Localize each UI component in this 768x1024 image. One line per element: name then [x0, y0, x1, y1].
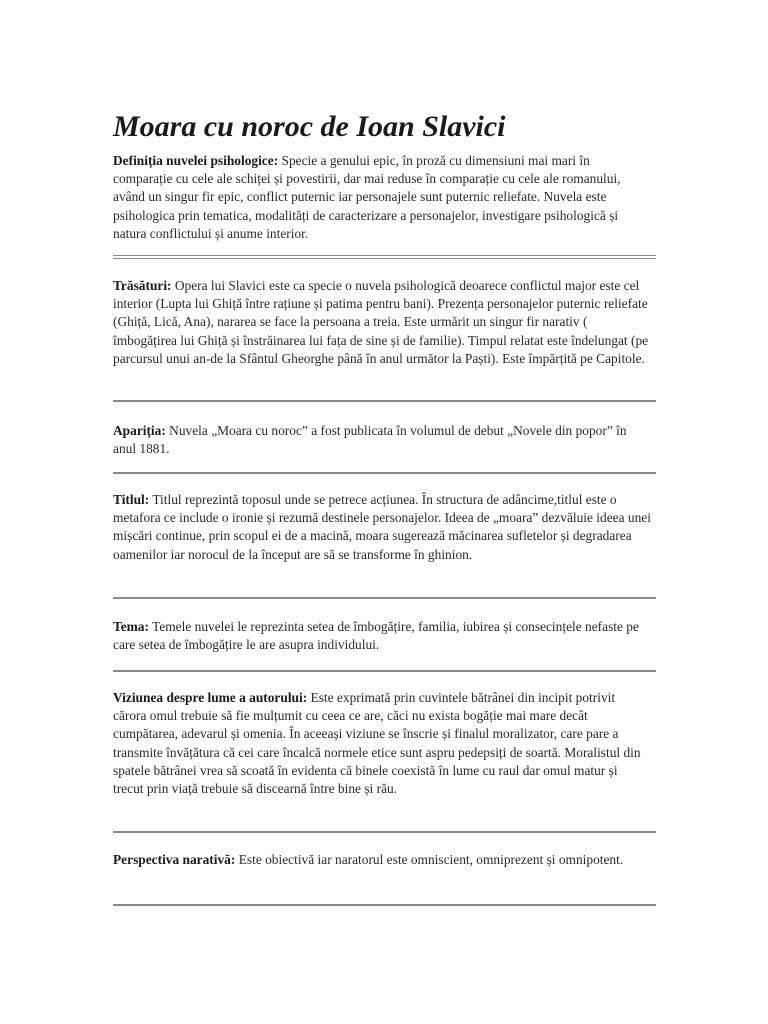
section-divider [113, 904, 656, 906]
section-divider [113, 597, 656, 599]
section-divider [113, 255, 656, 259]
section-trasaturi [113, 277, 651, 368]
section-divider [113, 831, 656, 833]
section-divider [113, 472, 656, 474]
section-divider [113, 670, 656, 672]
section-text: Nuvela „Moara cu noroc” a fost publicata în volumul de debut „Novele din popor” în anul 1881. [113, 423, 627, 457]
section-divider [113, 400, 656, 402]
section-viziunea [113, 689, 651, 798]
section-label: Apariția: [113, 423, 166, 438]
section-tema [113, 618, 651, 654]
section-label: Definiția nuvelei psihologice: [113, 153, 279, 168]
section-text: Specie a genului epic, în proză cu dimensiuni mai mari în comparație cu cele ale schiței și povestirii, dar mai reduse în comparație cu cele ale romanului, având un singur fir epic, conflict puternic iar personajele sunt puternic reliefate. Nuvela este psihologica prin tematica, modalități de caracterizare a personajelor, investigare psihologică și natura conflictului și anume interior. [113, 153, 621, 241]
section-label: Viziunea despre lume a autorului: [113, 690, 308, 705]
section-text: Este obiectivă iar naratorul este omniscient, omniprezent și omnipotent. [238, 852, 624, 867]
section-definitia [113, 152, 651, 243]
section-aparitia [113, 422, 651, 458]
section-perspectiva [113, 851, 651, 869]
section-text: Titlul reprezintă toposul unde se petrece acțiunea. În structura de adâncime,titlul este o metafora ce include o ironie și rezumă destinele personajelor. Ideea de „moara” dezvăluie ideea unei mișcări continue, prin scopul ei de a macină, moara sugerează măcinarea sufletelor și degradarea oamenilor iar norocul de la început are să se transforme în ghinion. [113, 492, 651, 562]
section-label: Trăsături: [113, 278, 172, 293]
section-text: Temele nuvelei le reprezinta setea de îmbogățire, familia, iubirea și consecințele nefaste pe care setea de îmbogățire le are asupra individului. [113, 619, 639, 653]
section-label: Titlul: [113, 492, 150, 507]
section-label: Tema: [113, 619, 149, 634]
section-label: Perspectiva narativă: [113, 852, 236, 867]
section-text: Opera lui Slavici este ca specie o nuvela psihologică deoarece conflictul major este cel interior (Lupta lui Ghiță între rațiune și patima pentru bani). Prezența personajelor puternic reliefate (Ghiță, Lică, Ana), nararea se face la persoana a treia. Este urmărit un singur fir narativ ( îmbogățirea lui Ghiță și înstrăinarea lui fața de sine și de familie). Timpul relatat este îndelungat (pe parcursul unui an-de la Sfântul Gheorghe până în anul următor la Paști). Este împărțită pe Capitole. [113, 278, 649, 366]
document-title: Moara cu noroc de Ioan Slavici [113, 110, 506, 143]
section-titlul [113, 491, 651, 564]
section-text: Este exprimată prin cuvintele bătrânei din incipit potrivit cărora omul trebuie să fie mulțumit cu ceea ce are, căci nu exista bogăție mai mare decât cumpătarea, adevarul și omenia. În aceeași viziune se înscrie și finalul moralizator, care pare a transmite învățătura că cei care încalcă normele etice sunt aspru pedepsiți de soartă. Moralistul din spatele bătrânei vrea să scoată în evidenta că binele coexistă în lume cu raul dar omul matur și trecut prin viață trebuie să discearnă între bine și rău. [113, 690, 641, 797]
